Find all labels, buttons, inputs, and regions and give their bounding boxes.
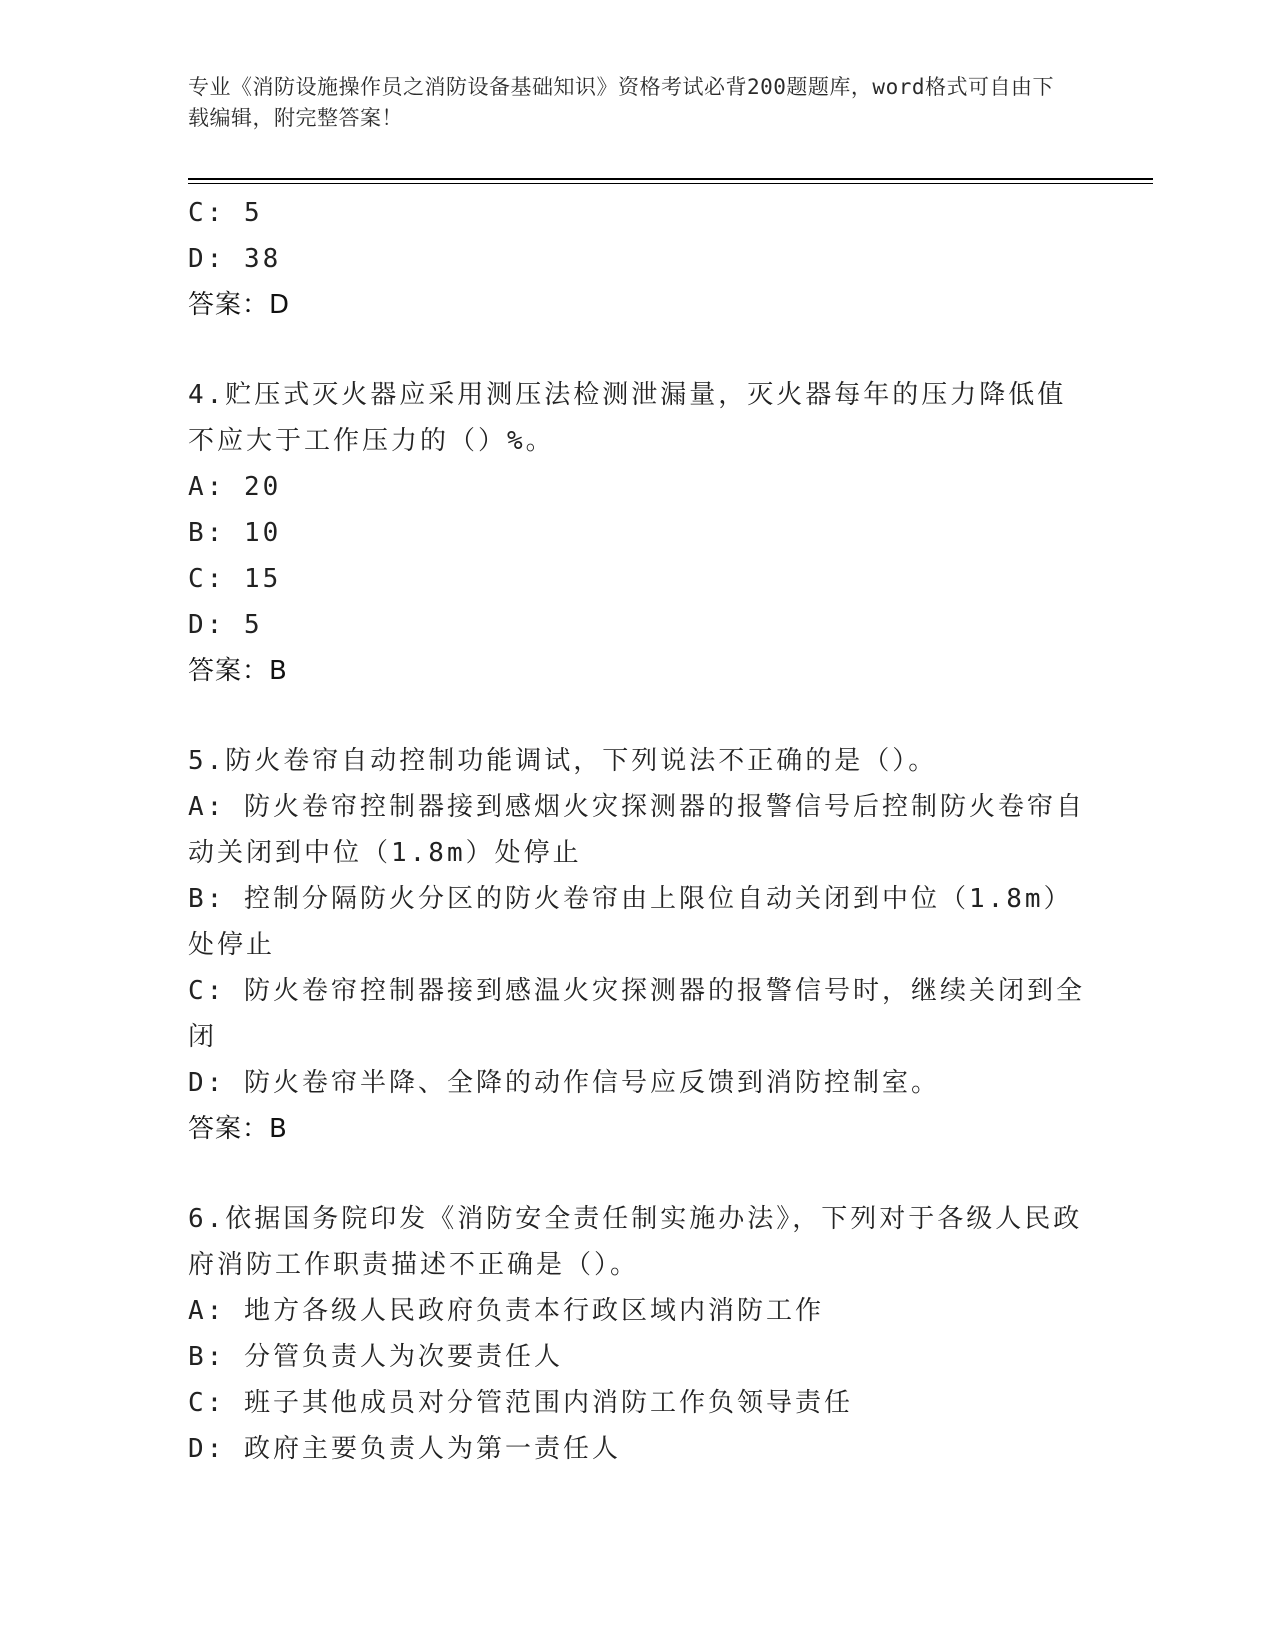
option-c: C: 5: [188, 198, 263, 228]
option-d: D: 防火卷帘半降、全降的动作信号应反馈到消防控制室。: [188, 1068, 940, 1098]
header-divider-thick: [188, 178, 1153, 180]
option-a: A: 防火卷帘控制器接到感烟火灾探测器的报警信号后控制防火卷帘自动关闭到中位（1.8m）处停止: [188, 792, 1085, 868]
option-d: D: 5: [188, 610, 263, 640]
question-4: [188, 372, 1088, 694]
option-a: A: 20: [188, 472, 282, 502]
question-text: 4.贮压式灭火器应采用测压法检测泄漏量，灭火器每年的压力降低值不应大于工作压力的（）%。: [188, 380, 1067, 456]
question-5: [188, 738, 1088, 1152]
answer-line: 答案：B: [188, 1114, 288, 1144]
spacer: [188, 694, 1088, 738]
answer-line: 答案：D: [188, 290, 291, 320]
spacer: [188, 1152, 1088, 1196]
question-3-tail: [188, 190, 1088, 328]
spacer: [188, 328, 1088, 372]
option-d: D: 政府主要负责人为第一责任人: [188, 1434, 621, 1464]
option-c: C: 防火卷帘控制器接到感温火灾探测器的报警信号时，继续关闭到全闭: [188, 976, 1085, 1052]
question-text: 5.防火卷帘自动控制功能调试，下列说法不正确的是（）。: [188, 746, 938, 776]
question-text: 6.依据国务院印发《消防安全责任制实施办法》，下列对于各级人民政府消防工作职责描述不正确是（）。: [188, 1204, 1083, 1280]
option-a: A: 地方各级人民政府负责本行政区域内消防工作: [188, 1296, 824, 1326]
header-divider-thin: [188, 183, 1153, 184]
option-b: B: 控制分隔防火分区的防火卷帘由上限位自动关闭到中位（1.8m）处停止: [188, 884, 1073, 960]
option-b: B: 分管负责人为次要责任人: [188, 1342, 563, 1372]
option-d: D: 38: [188, 244, 282, 274]
option-c: C: 班子其他成员对分管范围内消防工作负领导责任: [188, 1388, 853, 1418]
option-c: C: 15: [188, 564, 282, 594]
question-content: [188, 190, 1088, 1472]
question-6: [188, 1196, 1088, 1472]
page-header: 专业《消防设施操作员之消防设备基础知识》资格考试必背200题题库，word格式可自由下载编辑，附完整答案！: [188, 75, 1054, 130]
answer-line: 答案：B: [188, 656, 288, 686]
option-b: B: 10: [188, 518, 282, 548]
